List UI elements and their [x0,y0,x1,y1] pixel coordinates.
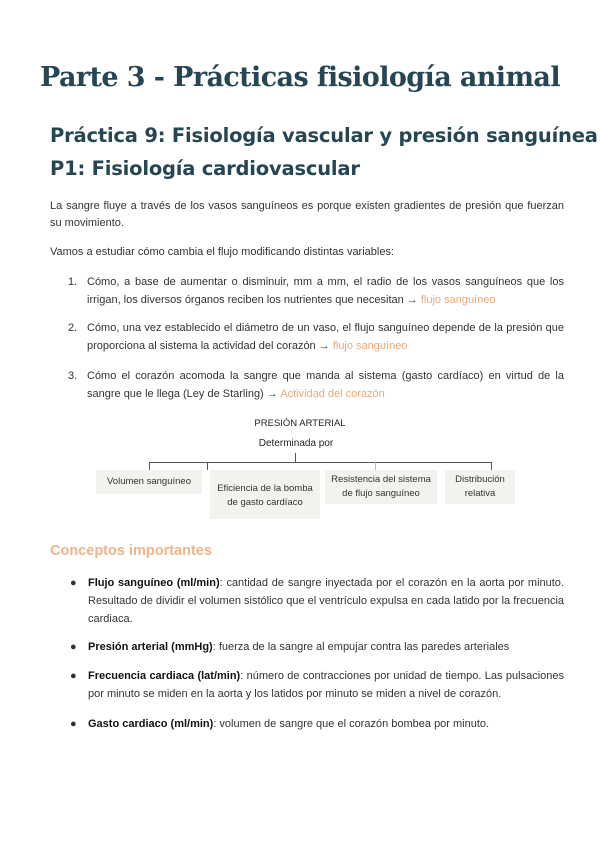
bullet-icon: ● [70,718,77,730]
connector-line [149,462,150,470]
section-heading: P1: Fisiología cardiovascular [50,157,360,180]
intro-paragraph: La sangre fluye a través de los vasos sanguíneos es porque existen gradientes de presión que fuerzan su movimiento. [50,200,564,229]
list-number: 3. [68,370,78,382]
diagram-subtitle: Determinada por [258,438,334,449]
diagram-box-eficiencia: Eficiencia de la bomba de gasto cardíaco [210,470,320,519]
concept-item [70,574,564,628]
connector-line [491,462,492,470]
list-item [68,320,564,355]
connector-line [149,462,492,463]
concept-desc: : volumen de sangre que el corazón bombea por minuto. [213,718,490,730]
practice-heading: Práctica 9: Fisiología vascular y presión sanguínea [50,124,598,147]
diagram-box-resistencia: Resistencia del sistema de flujo sanguíneo [325,470,437,504]
diagram-title: PRESIÓN ARTERIAL [254,418,346,429]
concept-desc: : número de contracciones por unidad de tiempo. Las pulsaciones por minuto se miden en la aorta y los latidos por minuto se miden a nivel de corazón. [88,670,565,700]
concepts-heading: Conceptos importantes [50,543,212,559]
concept-term: Gasto cardiaco (ml/min) [88,718,214,730]
concept-item [70,667,564,703]
concept-desc: : cantidad de sangre inyectada por el corazón en la aorta por minuto. Resultado de dividir el volumen sistólico que el ventrículo expulsa en cada latido por la frecuencia cardiaca. [88,577,564,625]
connector-line [207,462,208,470]
page-title: Parte 3 - Prácticas fisiología animal [39,62,560,93]
list-text: Cómo, a base de aumentar o disminuir, mm a mm, el radio de los vasos sanguíneos que los irrigan, los diversos órganos reciben los nutrientes que necesitan → [87,276,564,306]
flujo-sanguineo-link[interactable]: flujo sanguíneo [332,339,408,352]
bullet-icon: ● [70,577,77,589]
study-intro-paragraph: Vamos a estudiar cómo cambia el flujo modificando distintas variables: [50,246,395,258]
bullet-icon: ● [70,641,77,653]
actividad-corazon-link[interactable]: Actividad del corazón [280,387,385,400]
list-item [68,368,564,403]
list-number: 1. [68,276,78,288]
connector-line [375,462,376,470]
connector-line [295,453,296,462]
concept-term: Flujo sanguíneo (ml/min) [88,577,220,589]
concept-desc: : fuerza de la sangre al empujar contra las paredes arteriales [212,641,510,653]
diagram-box-volumen: Volumen sanguíneo [96,470,202,494]
diagram-box-distribucion: Distribución relativa [445,470,515,504]
concept-item [70,638,564,656]
list-number: 2. [68,322,78,334]
concept-term: Presión arterial (mmHg) [88,641,213,653]
concept-item [70,715,564,733]
bullet-icon: ● [70,670,77,682]
concept-term: Frecuencia cardiaca (lat/min) [88,670,241,682]
list-text: Cómo el corazón acomoda la sangre que manda al sistema (gasto cardíaco) en virtud de la sangre que le llega (Ley de Starling) → [87,370,564,400]
list-text: Cómo, una vez establecido el diámetro de un vaso, el flujo sanguíneo depende de la presión que proporciona al sistema la actividad del corazón → [87,322,564,352]
flujo-sanguineo-link[interactable]: flujo sanguíneo [420,293,496,306]
list-item [68,274,564,309]
